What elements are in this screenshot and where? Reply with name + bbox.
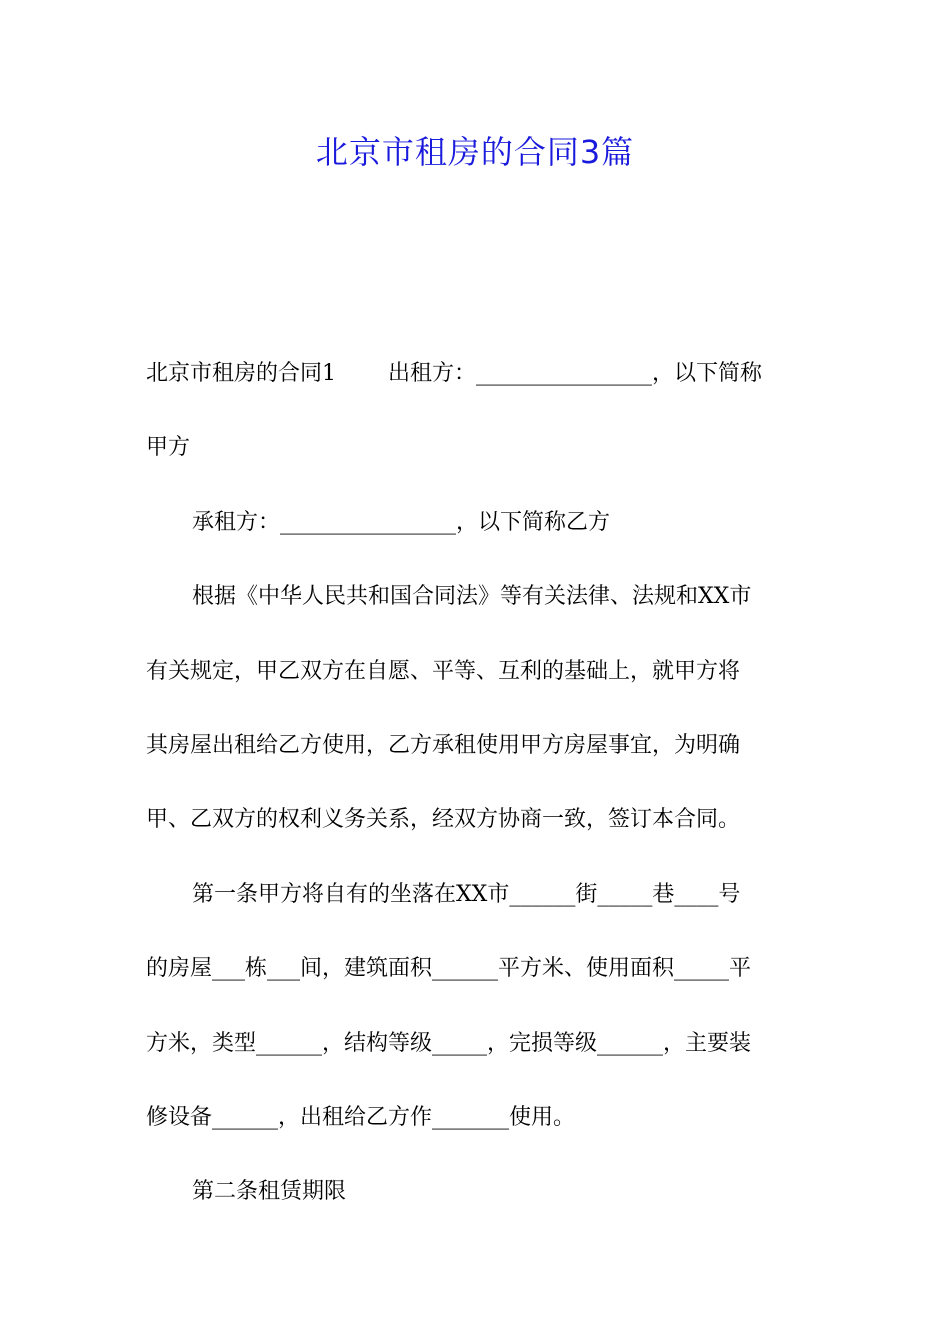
paragraph-line: 其房屋出租给乙方使用，乙方承租使用甲方房屋事宜，为明确 (146, 733, 741, 759)
article-one-line: 第一条甲方将自有的坐落在XX市______街_____巷____号 (192, 881, 741, 907)
paragraph-line: 的房屋___栋___间，建筑面积______平方米、使用面积_____平 (146, 956, 752, 982)
document-title: 北京市租房的合同3篇 (315, 133, 635, 171)
document-body (146, 337, 808, 1230)
paragraph-line: 甲方 (146, 435, 191, 461)
contract-heading-line (146, 337, 808, 411)
article-two-heading: 第二条租赁期限 (192, 1179, 347, 1205)
lessor-field: 出租方：________________，以下简称 (388, 361, 763, 386)
paragraph-line: 甲、乙双方的权利义务关系，经双方协商一致，签订本合同。 (146, 807, 741, 833)
contract-number: 北京市租房的合同1 (146, 361, 336, 386)
lessee-line: 承租方：________________，以下简称乙方 (192, 509, 611, 535)
paragraph-line: 修设备______，出租给乙方作_______使用。 (146, 1105, 576, 1131)
paragraph-line: 根据《中华人民共和国合同法》等有关法律、法规和XX市 (192, 584, 752, 610)
paragraph-line: 方米，类型______，结构等级_____，完损等级______，主要装 (146, 1030, 752, 1056)
paragraph-line: 有关规定，甲乙双方在自愿、平等、互利的基础上，就甲方将 (146, 658, 741, 684)
